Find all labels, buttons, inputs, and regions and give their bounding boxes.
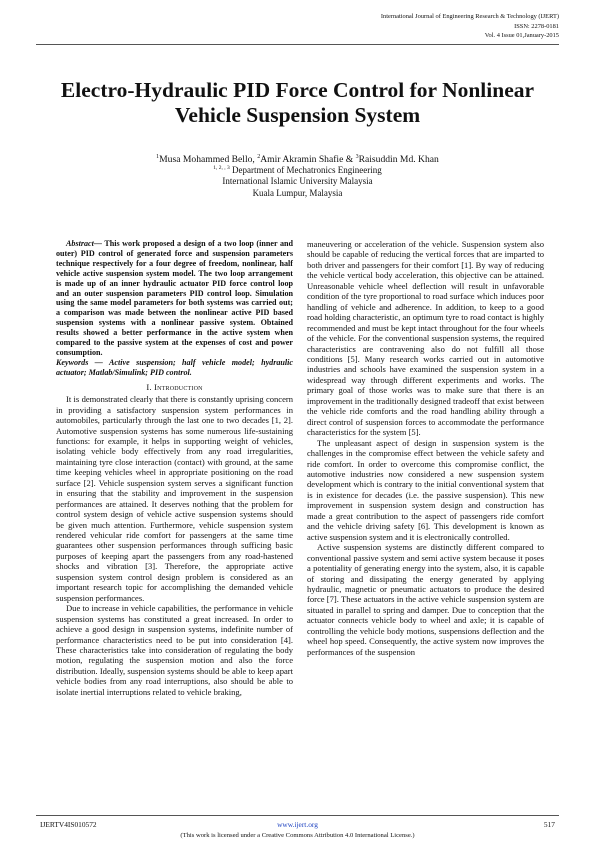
abstract-label: Abstract— [66,239,102,248]
footer-divider [36,815,559,816]
license-notice: (This work is licensed under a Creative Commons Attribution 4.0 International License.) [180,832,415,839]
journal-url-link[interactable]: www.ijert.org [277,820,318,829]
right-column [307,239,544,657]
author-3-index: 3 [355,154,359,160]
left-column [56,239,293,697]
header-divider [36,44,559,45]
footer-center [0,820,595,829]
keywords: Keywords — Active suspension; half vehicle model; hydraulic actuator; Matlab/Simulink; PID control. [56,357,293,377]
department: Department of Mechatronics Engineering [232,165,382,175]
paragraph: It is demonstrated clearly that there is constantly uprising concern in providing a satisfactory suspension system performances in automobiles, particularly through the last one to two decades [1, 2]. Automotive suspension systems has some numerous life-sustaining functions: for example, it helps in supporting weight of vehicles, isolating vehicle body effectively from any road irregularities, maintaining tyre close interaction (contact) with ground, at the same time keeping vehicles wheel in appropriate positioning on the road surface [2]. Vehicle suspension system serves a significant function in ensuring that the stability and improvement in the suspension performances are attained. It deserves nothing that the problem for control system design of vehicle active suspension systems should be given much attention. Furthermore, vehicle suspension system rendered vehicular ride comfort for passengers at the same time guarantees other suspension performances through sufficing basic purposes of keeping apart the passengers from any road-hastened shocks and vibration [3]. Therefore, the appropriate active suspension system control design problem is considered as an important research topic for accomplishing the demanded vehicle suspension performances. [56,394,293,603]
author-1-index: 1 [156,154,160,160]
affiliation [60,163,535,199]
university: International Islamic University Malaysia [222,176,373,187]
journal-name: International Journal of Engineering Research & Technology (IJERT) [380,13,559,20]
paragraph: Due to increase in vehicle capabilities, the performance in vehicle suspension systems has constituted a great increased. In order to achieve a good design in suspension systems, indefinite number of performance characteristics need to be put into consideration [4]. These characteristics take into consideration of regulating the body motion, regulating the suspension motion and also the force distribution. Ideally, suspension systems should be able to keep apart vehicle bodies from any road interruptions, also should be able to isolate inertial interruptions related to vehicle braking, [56,603,293,697]
issn: ISSN: 2278-0181 [514,22,559,30]
paragraph: Active suspension systems are distinctly different compared to conventional passive system and semi active system because it poses a potentiality of generating energy into the system, also, it is capable of storing and dissipating the energy generated by applying hydraulic, magnetic or pneumatic actuators to produce the desired force [7]. These actuators in the active vehicle suspension system are situated in parallel to spring and damper. Due to conception that the actuator connects vehicle body to wheel and axle; it is capable of controlling the vehicle body motions, suspensions deflection and the wheel hop speed. Consequently, the active system now improves the performances of the suspension [307,542,544,657]
city: Kuala Lumpur, Malaysia [252,187,343,198]
paragraph: The unpleasant aspect of design in suspension system is the challenges in the compromise effect between the vehicle safety and ride comfort. In order to overcome this compromise conflict, the automotive industries now considered a new suspension system development which is contrary to the initial conventional system that is in existence for decades (i.e. the passive suspension). This new improvement in suspension system design and construction has made a great contribution to the aspect of passengers ride comfort and the vehicle driving safety [6]. This development is known as active suspension system and it is electronically controlled. [307,437,544,542]
author-3: Raisuddin Md. Khan [358,154,439,166]
author-1: Musa Mohammed Bello, [159,154,258,166]
journal-header [259,12,559,41]
author-2: Amir Akramin Shafie & [260,154,356,166]
paper-title: Electro-Hydraulic PID Force Control for Nonlinear Vehicle Suspension System [60,78,535,127]
abstract [56,239,293,358]
paper-id: IJERTV4IS010572 [40,820,97,829]
affiliation-index: 1, 2, , 3 [213,165,230,171]
author-2-index: 2 [257,154,261,160]
volume-issue: Vol. 4 Issue 01,January-2015 [484,32,559,40]
abstract-text: This work proposed a design of a two loop (inner and outer) PID control of generated force and suspension parameters technique respectively for a four degree of freedom, nonlinear, half vehicle active suspension system model. The two loop arrangement is made up of an inner hydraulic actuator PID force control loop and an outer suspension parameters PID control loop. Simulation using the same model parameters for both systems was carried out; a comparison was made between the nonlinear active PID based suspension systems with a nonlinear passive system. Obtained results showed a better performance in the active system when compared to the passive system at the expenses of cost and power consumption. [56,239,293,357]
page-number: 517 [543,820,555,829]
paragraph: maneuvering or acceleration of the vehicle. Suspension system also should be capable of reducing the vertical forces that are imparted to both driver and passengers for their comfort [1]. By way of reducing the vehicle vertical body acceleration, this objective can be attained. Unreasonable vehicle wheel deflection will result in unfavorable condition of the tyre proportional to road surface which induces poor handling of vehicle and adherence. In addition, to keep to a good road holding characteristic, an optimum tyre to road contact is highly recommended and must be kept intact throughout for the four wheels of the vehicle. For the conventional suspension systems, the required characteristics are contravening also do not fulfill all those conditions [5]. Many research works carried out in automotive industries and schools have examined the suspension system in a widespread way through different experiments and works. The primary goal of those works was to make sure that there is an improvement in the traditionally designed tradeoff that exist between the vehicle ride comforts and the road handling ability through a direct control of suspension forces to accommodate the performance characteristics for the system [5]. [307,239,544,438]
section-heading-introduction: I. Introduction [146,381,203,392]
